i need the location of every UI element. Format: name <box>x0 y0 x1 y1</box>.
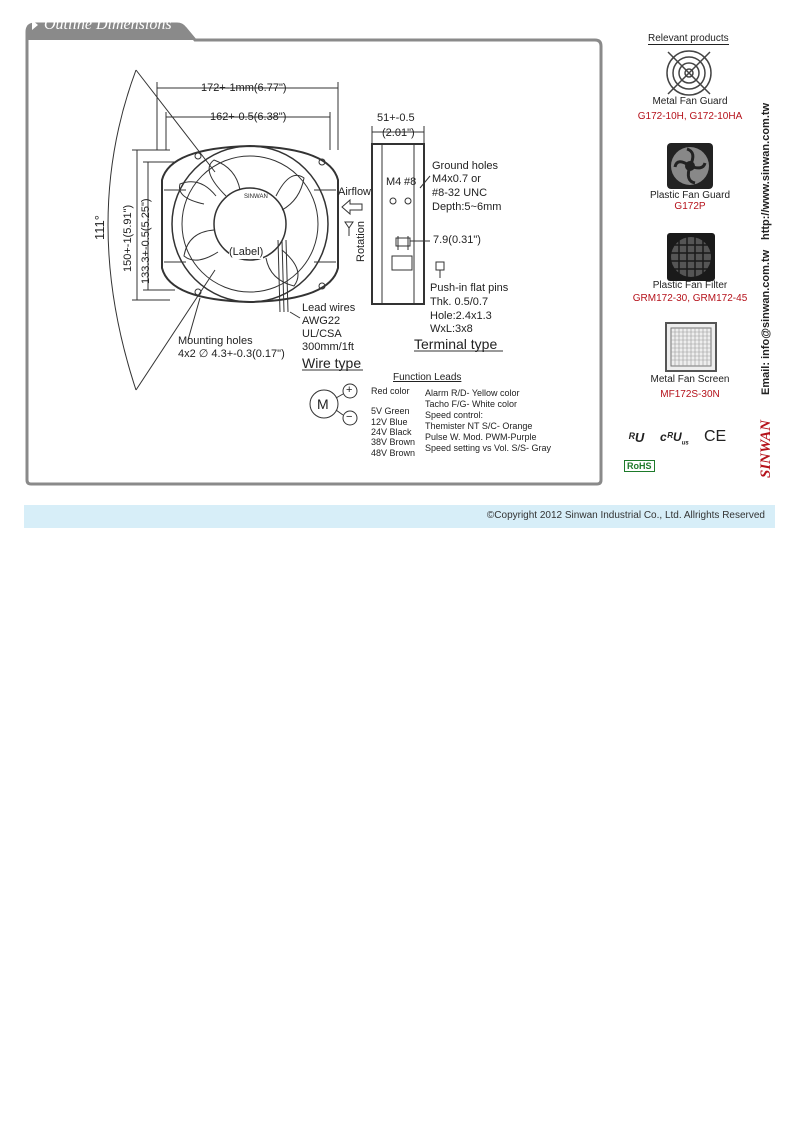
brand-logo: SINWAN <box>758 419 774 478</box>
ul-cert-icon: ᴿU <box>628 430 645 445</box>
product-name: Plastic Fan Guard <box>649 190 731 201</box>
function-leads-title: Function Leads <box>393 372 462 383</box>
dim-height-outer: 150+-1(5.91") <box>122 204 134 272</box>
rohs-badge: RoHS <box>624 460 655 472</box>
product-code-link[interactable]: GRM172-45 <box>692 293 748 304</box>
hash8-label: #8 <box>404 176 417 188</box>
pins-2: Hole:2.4x1.3 <box>430 310 492 322</box>
airflow-label: Airflow <box>338 186 372 198</box>
fan-housing <box>162 146 338 302</box>
function-3: Themister NT S/C- Orange <box>425 421 533 431</box>
email-address[interactable]: Email: info@sinwan.com.tw <box>760 249 772 395</box>
voltage-1: 12V Blue <box>371 417 408 427</box>
pins-0: Push-in flat pins <box>430 282 509 294</box>
product-code-link[interactable]: MF172S-30N <box>660 389 720 400</box>
lead-wires-0: Lead wires <box>302 302 356 314</box>
plus-label: + <box>346 384 353 396</box>
rotation-label: Rotation <box>355 221 367 262</box>
voltage-3: 38V Brown <box>371 437 416 447</box>
plastic-fan-guard-image[interactable] <box>667 143 713 189</box>
lead-wires-2: UL/CSA <box>302 328 342 340</box>
function-2: Speed control: <box>425 410 484 420</box>
depth-dim-in: (2.01") <box>382 127 415 139</box>
minus-label: − <box>346 411 353 423</box>
product-plastic-fan-filter[interactable]: Plastic Fan Filter GRM172-30, GRM172-45 <box>620 280 760 304</box>
voltage-2: 24V Black <box>371 427 412 437</box>
lead-wires-3: 300mm/1ft <box>302 341 354 353</box>
product-name: Metal Fan Screen <box>650 374 730 385</box>
wire-type-heading: Wire type <box>302 355 362 371</box>
label-marker: (Label) <box>229 246 264 258</box>
function-5: Speed setting vs Vol. S/S- Gray <box>425 443 552 453</box>
product-metal-fan-guard[interactable]: Metal Fan Guard G172-10H, G172-10HA <box>620 96 760 122</box>
product-plastic-fan-guard[interactable] <box>620 190 760 212</box>
footer-bar <box>24 505 775 528</box>
function-1: Tacho F/G- White color <box>425 399 518 409</box>
relevant-products-title: Relevant products <box>648 33 729 44</box>
plastic-fan-filter-image[interactable] <box>667 233 715 281</box>
voltage-0: 5V Green <box>371 406 410 416</box>
angle-label: 111° <box>92 215 107 240</box>
metal-fan-screen-image[interactable] <box>665 322 717 372</box>
depth-dim: 51+-0.5 <box>377 112 415 124</box>
hub-brand: SINWAN <box>244 194 268 200</box>
pins-3: WxL:3x8 <box>430 323 473 335</box>
copyright-text: ©Copyright 2012 Sinwan Industrial Co., Ltd. Allrights Reserved <box>486 510 765 521</box>
metal-fan-guard-image[interactable] <box>664 48 714 98</box>
function-0: Alarm R/D- Yellow color <box>425 388 520 398</box>
dim-width-outer: 172+-1mm(6.77") <box>201 82 287 94</box>
product-code-link[interactable]: G172-10HA <box>689 111 743 122</box>
pins-1: Thk. 0.5/0.7 <box>430 296 489 308</box>
function-4: Pulse W. Mod. PWM-Purple <box>425 432 537 442</box>
lead-wires-1: AWG22 <box>302 315 341 327</box>
mounting-holes-spec: 4x2 ∅ 4.3+-0.3(0.17") <box>178 348 285 360</box>
section-title: Outline Dimensions <box>44 16 172 33</box>
side-view-housing <box>372 144 424 304</box>
product-code-link[interactable]: G172P <box>674 201 706 212</box>
m4-label: M4 <box>386 176 402 188</box>
cul-cert-icon: cᴿU$_{us}$ <box>660 430 689 447</box>
voltage-4: 48V Brown <box>371 448 416 458</box>
ground-holes-2: #8-32 UNC <box>432 187 488 199</box>
mounting-holes-label: Mounting holes <box>178 335 253 347</box>
ground-holes-1: M4x0.7 or <box>432 173 481 185</box>
motor-label: M <box>317 396 329 412</box>
dim-height-inner: 133.3+-0.5(5.25") <box>140 198 152 284</box>
ground-holes-3: Depth:5~6mm <box>432 201 502 213</box>
terminal-type-heading: Terminal type <box>414 336 498 352</box>
ce-cert-icon: CE <box>704 428 727 445</box>
product-metal-fan-screen[interactable] <box>620 374 760 400</box>
red-color: Red color <box>371 386 410 396</box>
pin-spacing: 7.9(0.31") <box>433 234 481 246</box>
dim-width-inner: 162+-0.5(6.38") <box>210 111 287 123</box>
product-name: Plastic Fan Filter <box>652 280 728 291</box>
website-url[interactable]: http://www.sinwan.com.tw <box>760 102 772 240</box>
ground-holes-0: Ground holes <box>432 160 499 172</box>
product-name: Metal Fan Guard <box>652 96 728 107</box>
product-code-link[interactable]: GRM172-30 <box>632 293 688 304</box>
product-code-link[interactable]: G172-10H <box>637 111 684 122</box>
